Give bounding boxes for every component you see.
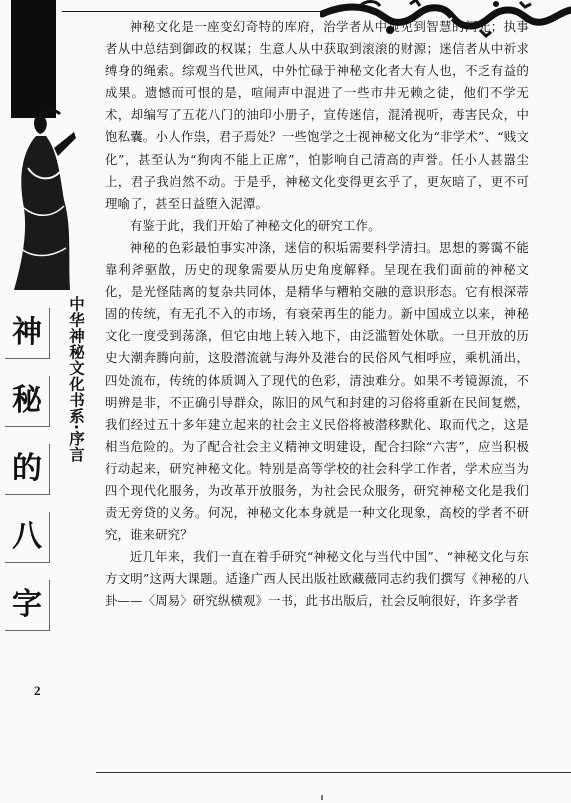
robed-figure-illustration-icon xyxy=(10,108,78,293)
book-title-char: 神 xyxy=(5,308,50,359)
page-number: 2 xyxy=(34,683,41,698)
scan-mark xyxy=(321,795,323,800)
book-title-char: 字 xyxy=(5,580,50,631)
body-paragraph: 神秘文化是一座变幻奇特的库府，治学者从中窥见到智慧的闪光；执事者从中总结到御政的权谋；生意人从中获取到滚滚的财源；迷信者从中祈求缚身的绳索。综观当代世风，中外忙碌于神秘文化者大有人也，不乏有益的成果。遗憾而可恨的是，喧闹声中混进了一些市井无赖之徒，他们不学无术，却编写了五花八门的油印小册子，宣传迷信，混淆视听，毒害民众，中饱私囊。小人作祟，君子焉处？一些饱学之士视神秘文化为“非学术”、“贱文化”，甚至认为“狗肉不能上正席”，怕影响自己清高的声誉。任小人甚嚣尘上，君子我岿然不动。于是乎，神秘文化变得更玄乎了，更灰暗了，更不可理喻了，甚至日益堕入泥潭。 xyxy=(105,19,529,211)
book-title-char: 八 xyxy=(5,512,50,563)
book-title-char: 秘 xyxy=(5,376,50,427)
top-header-rule xyxy=(62,11,327,12)
series-title: 中华神秘文化书系·序言 xyxy=(67,296,85,463)
body-paragraph: 近几年来，我们一直在着手研究“神秘文化与当代中国”、“神秘文化与东方文明”这两大课题。适逢广西人民出版社欧藏薇同志约我们撰写《神秘的八卦——〈周易〉研究纵横观》一书，此书出版后，社会反响很好，许多学者 xyxy=(105,549,529,609)
body-paragraph: 有鉴于此，我们开始了神秘文化的研究工作。 xyxy=(129,217,381,233)
title-column-black-band xyxy=(11,0,56,118)
body-text xyxy=(105,16,529,613)
body-paragraph: 神秘的色彩最怕事实冲涤，迷信的积垢需要科学清扫。思想的雾霭不能靠利斧驱散，历史的现象需要从历史角度解释。呈现在我们面前的神秘文化，是光怪陆离的复杂共同体，是精华与糟粕交融的意识形态。它有根深蒂固的传统，有无孔不入的市场，有衰荣再生的能力。新中国成立以来，神秘文化一度受到荡涤，但它由地上转入地下，由泛滥暂处休歇。一旦开放的历史大潮奔腾向前，这股潜流就与海外及港台的民俗风气相呼应，乘机涌出，四处流布，传统的体质调入了现代的色彩，清浊难分。如果不考镜源流，不明辨是非，不正确引导群众，陈旧的风气和封建的习俗将重新在民间复燃，我们经过五十多年建立起来的社会主义民俗将被潜移默化、取而代之，这是相当危险的。为了配合社会主义精神文明建设，配合扫除“六害”，应当积极行动起来，研究神秘文化。特别是高等学校的社会科学工作者，学术应当为四个现代化服务，为改革开放服务，为社会民众服务，研究神秘文化是我们责无旁贷的义务。何况，神秘文化本身就是一种文化现象，高校的学者不研究，谁来研究？ xyxy=(105,239,529,543)
book-title-char: 的 xyxy=(5,444,50,495)
footer-rule xyxy=(96,772,571,773)
book-title xyxy=(5,308,53,648)
